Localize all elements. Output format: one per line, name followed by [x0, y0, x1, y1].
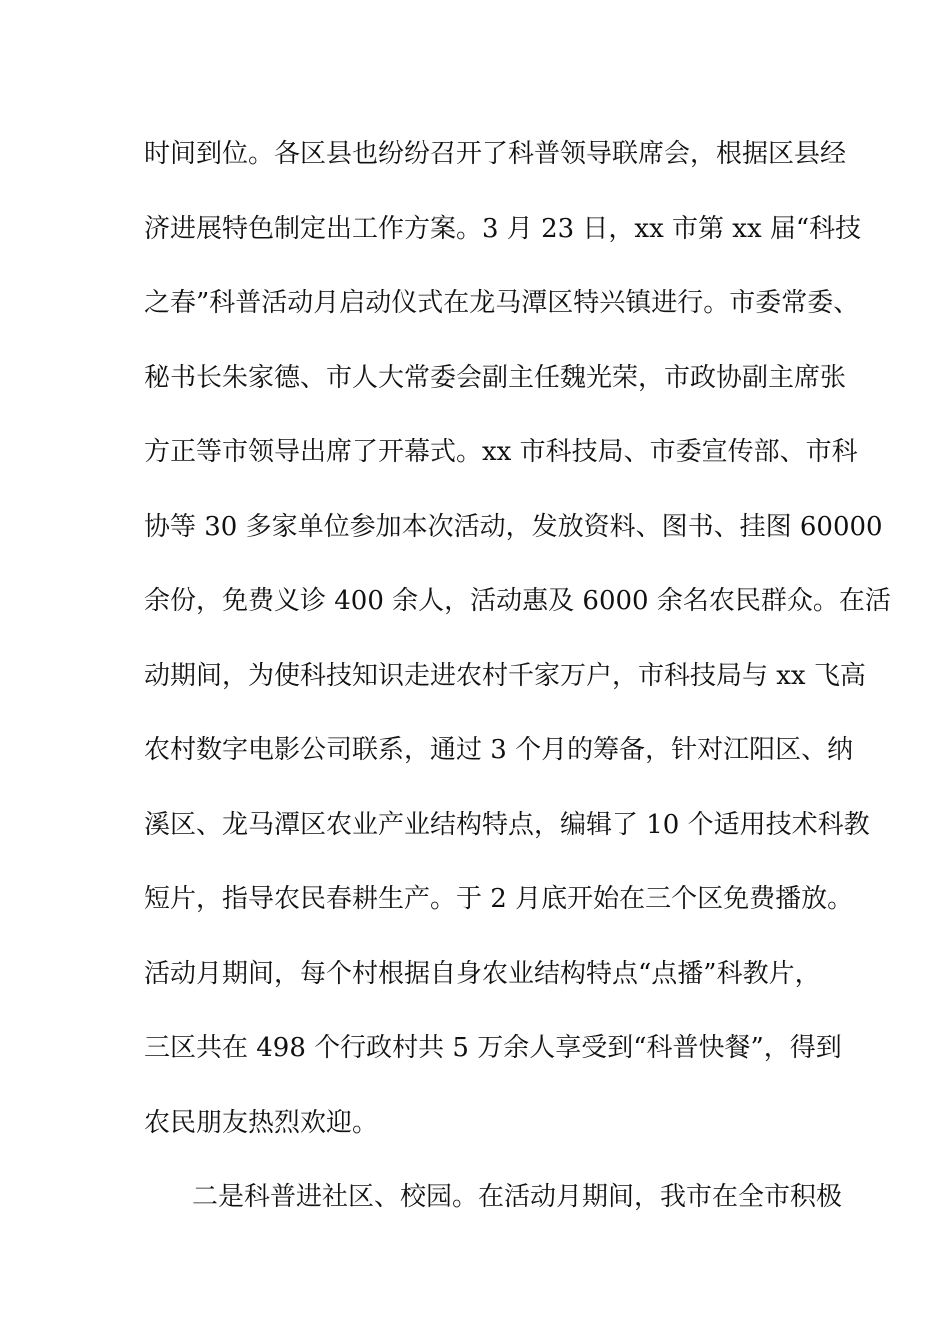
text-line: 时间到位。各区县也纷纷召开了科普领导联席会，根据区县经	[144, 139, 847, 169]
text-line: 三区共在 498 个行政村共 5 万余人享受到“科普快餐”，得到	[144, 1033, 842, 1063]
text-line: 方正等市领导出席了开幕式。xx 市科技局、市委宣传部、市科	[144, 437, 858, 467]
text-line: 余份，免费义诊 400 余人，活动惠及 6000 余名农民群众。在活	[144, 586, 891, 616]
text-line: 活动月期间，每个村根据自身农业结构特点“点播”科教片，	[144, 958, 821, 989]
text-line: 农村数字电影公司联系，通过 3 个月的筹备，针对江阳区、纳	[144, 735, 854, 765]
text-line: 溪区、龙马潭区农业产业结构特点，编辑了 10 个适用技术科教	[144, 809, 870, 840]
body-text	[144, 134, 891, 1252]
text-line: 协等 30 多家单位参加本次活动，发放资料、图书、挂图 60000	[144, 511, 883, 542]
text-line: 短片，指导农民春耕生产。于 2 月底开始在三个区免费播放。	[144, 884, 854, 914]
text-line: 农民朋友热烈欢迎。	[144, 1107, 379, 1138]
text-line: 之春”科普活动月启动仪式在龙马潭区特兴镇进行。市委常委、	[144, 288, 860, 318]
text-line: 济进展特色制定出工作方案。3 月 23 日，xx 市第 xx 届“科技	[144, 213, 862, 244]
paragraph-start-line: 二是科普进社区、校园。在活动月期间，我市在全市积极	[192, 1182, 843, 1212]
text-line: 动期间，为使科技知识走进农村千家万户，市科技局与 xx 飞高	[144, 660, 866, 691]
text-line: 秘书长朱家德、市人大常委会副主任魏光荣，市政协副主席张	[144, 362, 847, 393]
